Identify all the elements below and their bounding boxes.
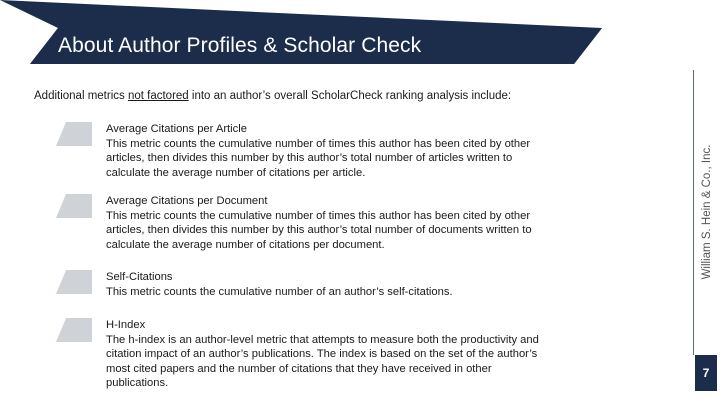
bullet-shape — [56, 270, 92, 294]
intro-underlined: not factored — [127, 90, 189, 102]
page-title: About Author Profiles & Scholar Check — [58, 34, 422, 57]
intro-before: Additional metrics — [34, 90, 128, 102]
right-sidebar — [693, 0, 720, 405]
title-banner — [0, 0, 720, 70]
publisher-text: William S. Hein & Co., Inc. — [701, 144, 713, 280]
metric-title: Self-Citations — [106, 271, 173, 283]
page-number: 7 — [695, 355, 717, 391]
metric-description: This metric counts the cumulative number of times this author has been cited by other articles, then divides this number by this author’s total number of documents written to calculate the average number of citations per document. — [106, 209, 532, 251]
bullet-shape — [56, 122, 92, 146]
metric-title: H-Index — [106, 319, 146, 331]
sidebar-divider — [693, 70, 694, 355]
intro-after: into an author’s overall ScholarCheck ranking analysis include: — [188, 90, 512, 102]
metric-description: The h-index is an author-level metric that attempts to measure both the productivity and citation impact of an author’s publications. The index is based on the set of the author’s most cited papers and the number of citations that they have received in other publications. — [106, 333, 539, 389]
metric-description: This metric counts the cumulative number of an author’s self-citations. — [106, 285, 453, 298]
intro-text — [34, 90, 511, 102]
metric-description: This metric counts the cumulative number of times this author has been cited by other articles, then divides this number by this author’s total number of articles written to calculate the average number of citations per article. — [106, 137, 531, 179]
bullet-shape — [56, 318, 92, 342]
bullet-shape — [56, 194, 92, 218]
metric-title: Average Citations per Document — [106, 195, 268, 207]
metric-title: Average Citations per Article — [106, 123, 247, 135]
